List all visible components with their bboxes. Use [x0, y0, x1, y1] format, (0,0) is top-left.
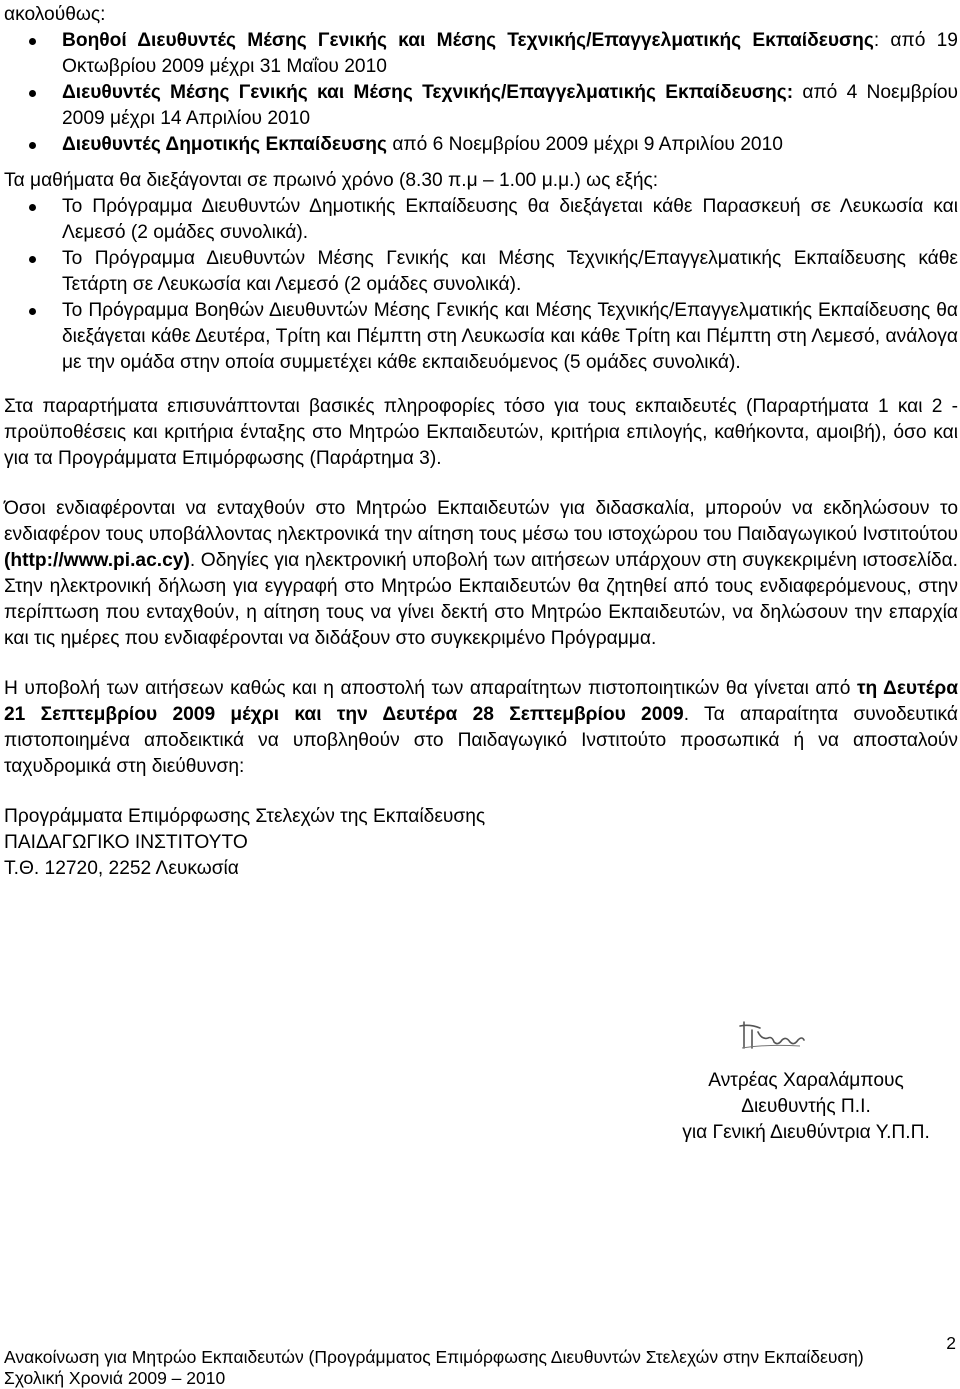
list-item: Διευθυντές Δημοτικής Εκπαίδευσης από 6 Νοεμβρίου 2009 μέχρι 9 Απριλίου 2010 [4, 132, 958, 158]
bullet-icon [29, 308, 36, 315]
intro-line: ακολούθως: [4, 4, 106, 25]
bullet-icon [29, 204, 36, 211]
schedule-intro: Τα μαθήματα θα διεξάγονται σε πρωινό χρόνο (8.30 π.μ – 1.00 μ.μ.) ως εξής: [4, 170, 659, 191]
list-item: Το Πρόγραμμα Διευθυντών Μέσης Γενικής και Μέσης Τεχνικής/Επαγγελματικής Εκπαίδευσης κάθε Τετάρτη σε Λευκωσία και Λεμεσό (2 ομάδες συνολικά). [4, 246, 958, 298]
footer-line: Σχολική Χρονιά 2009 – 2010 [4, 1368, 226, 1388]
annex-paragraph: Στα παραρτήματα επισυνάπτονται βασικές πληροφορίες τόσο για τους εκπαιδευτές (Παραρτήματα 1 και 2 - προϋποθέσεις και κριτήρια ένταξης στο Μητρώο Εκπαιδευτών, κριτήρια επιλογής, καθήκοντα, αμοιβή), όσο και για τα Προγράμματα Επιμόρφωσης (Παράρτημα 3). [4, 396, 958, 469]
address-line: Τ.Θ. 12720, 2252 Λευκωσία [4, 858, 239, 879]
document-body [4, 2, 958, 882]
deadline-dates: τη Δευτέρα 21 Σεπτεμβρίου 2009 μέχρι και την Δευτέρα 28 Σεπτεμβρίου 2009 [4, 678, 958, 725]
list-item: Βοηθοί Διευθυντές Μέσης Γενικής και Μέσης Τεχνικής/Επαγγελματικής Εκπαίδευσης: από 19 Οκτωβρίου 2009 μέχρι 31 Μαΐου 2010 [4, 28, 958, 80]
list-item: Διευθυντές Μέσης Γενικής και Μέσης Τεχνικής/Επαγγελματικής Εκπαίδευσης: από 4 Νοεμβρίου 2009 μέχρι 14 Απριλίου 2010 [4, 80, 958, 132]
schedule-list [4, 194, 958, 376]
page-footer [4, 1347, 958, 1389]
bullet-icon [29, 38, 36, 45]
application-paragraph: Όσοι ενδιαφέρονται να ενταχθούν στο Μητρώο Εκπαιδευτών για διδασκαλία, μπορούν να εκδηλώσουν το ενδιαφέρον τους υποβάλλοντας ηλεκτρονικά την αίτηση τους μέσω του ιστοχώρου του Παιδαγωγικού Ινστιτούτου (http://www.pi.ac.cy). Οδηγίες για ηλεκτρονική υποβολή των αιτήσεων υπάρχουν στη συγκεκριμένη ιστοσελίδα. Στην ηλεκτρονική δήλωση για εγγραφή στο Μητρώο Εκπαιδευτών θα ζητηθεί από τους ενδιαφερόμενους, στην περίπτωση που ενταχθούν, η αίτηση τους να γίνει δεκτή στο Μητρώο Εκπαιδευτών, να δηλώσουν την επαρχία και τις ημέρες που ενδιαφέρονται να διδάξουν στο συγκεκριμένο Πρόγραμμα. [4, 498, 958, 649]
postal-address [4, 804, 958, 882]
deadline-paragraph: Η υποβολή των αιτήσεων καθώς και η αποστολή των απαραίτητων πιστοποιητικών θα γίνεται από τη Δευτέρα 21 Σεπτεμβρίου 2009 μέχρι και την Δευτέρα 28 Σεπτεμβρίου 2009. Τα απαραίτητα συνοδευτικά πιστοποιημένα αποδεικτικά να υποβληθούν στο Παιδαγωγικό Ινστιτούτο προσωπικά ή να αποσταλούν ταχυδρομικά στη διεύθυνση: [4, 678, 958, 777]
list-item: Το Πρόγραμμα Βοηθών Διευθυντών Μέσης Γενικής και Μέσης Τεχνικής/Επαγγελματικής Εκπαίδευσης θα διεξάγεται κάθε Δευτέρα, Τρίτη και Πέμπτη στη Λευκωσία και κάθε Τρίτη και Πέμπτη στη Λεμεσό, ανάλογα με την ομάδα στην οποία συμμετέχει κάθε εκπαιδευόμενος (5 ομάδες συνολικά). [4, 298, 958, 376]
address-line: ΠΑΙΔΑΓΩΓΙΚΟ ΙΝΣΤΙΤΟΥΤΟ [4, 832, 248, 853]
signatory-role: για Γενική Διευθύντρια Υ.Π.Π. [682, 1122, 930, 1143]
page-number: 2 [946, 1333, 956, 1353]
list-item: Το Πρόγραμμα Διευθυντών Δημοτικής Εκπαίδευσης θα διεξάγεται κάθε Παρασκευή σε Λευκωσία και Λεμεσό (2 ομάδες συνολικά). [4, 194, 958, 246]
signature-block [656, 1068, 956, 1146]
handwritten-signature [738, 1018, 808, 1058]
institute-link[interactable]: (http://www.pi.ac.cy) [4, 550, 190, 571]
course-dates-list [4, 28, 958, 158]
bullet-icon [29, 256, 36, 263]
signatory-name: Αντρέας Χαραλάμπους [708, 1070, 904, 1091]
bullet-icon [29, 90, 36, 97]
address-line: Προγράμματα Επιμόρφωσης Στελεχών της Εκπαίδευσης [4, 806, 486, 827]
bullet-icon [29, 142, 36, 149]
footer-line: Ανακοίνωση για Μητρώο Εκπαιδευτών (Προγράμματος Επιμόρφωσης Διευθυντών Στελεχών στην Εκπαίδευση) [4, 1347, 864, 1367]
signatory-title: Διευθυντής Π.Ι. [741, 1096, 871, 1117]
